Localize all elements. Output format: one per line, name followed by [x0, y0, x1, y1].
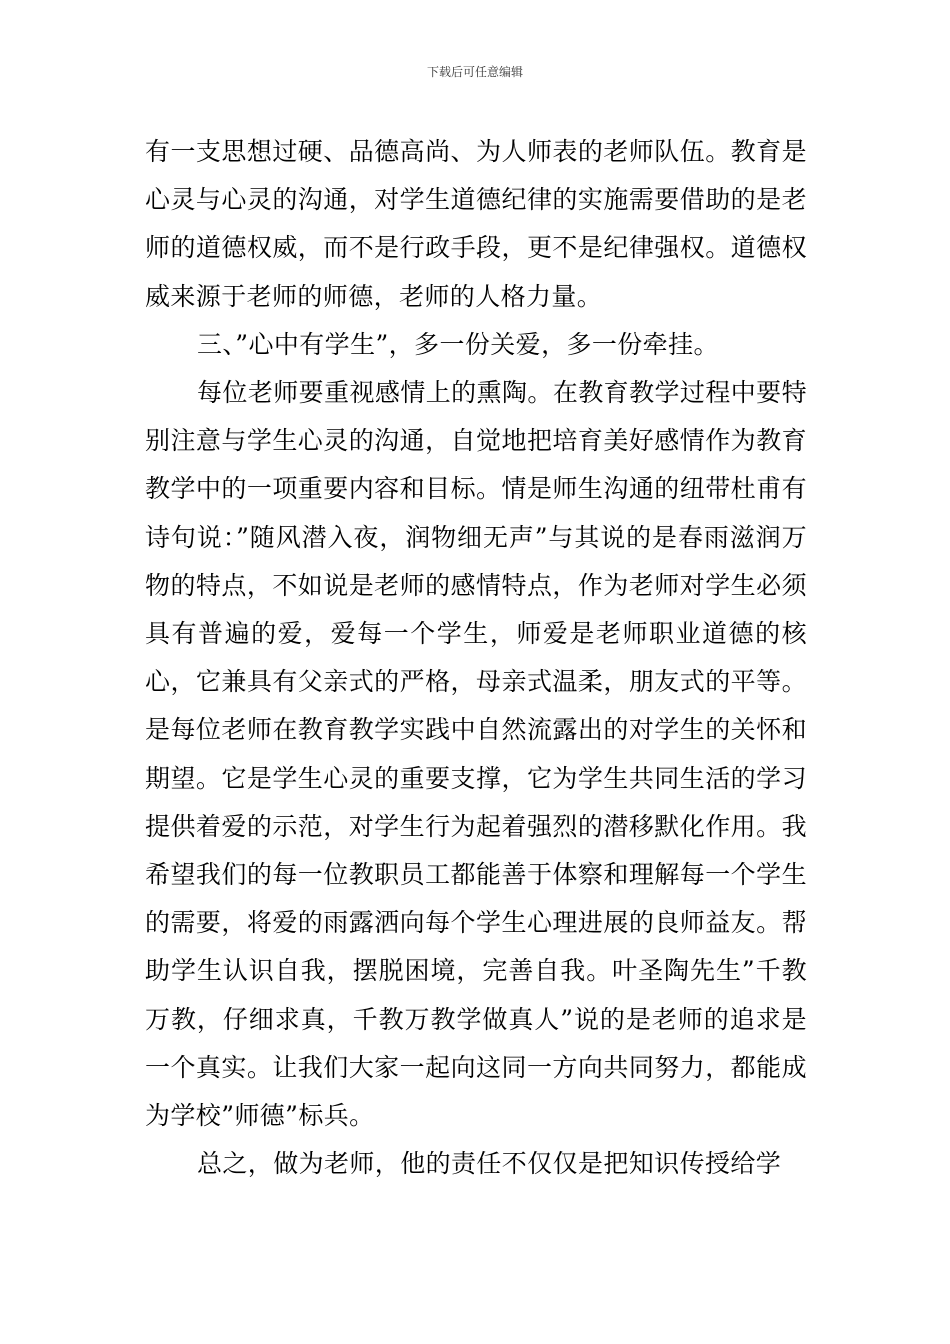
paragraph-1	[145, 128, 807, 321]
text-line: 总之，做为老师，他的责任不仅仅是把知识传授给学	[197, 1149, 782, 1179]
text-line: 朋友式的平等。是每位老师在教育教学实践中自然流露出	[145, 667, 807, 745]
text-line: 每位老师要重视感情上的熏陶。在教育教学过程中要	[197, 378, 782, 408]
text-line: 春雨滋润万物的特点，不如说是老师的感情特点，作为老	[145, 522, 807, 600]
text-line: 师对学生必须具有普遍的爱，爱每一个学生，师爱是老师	[145, 570, 807, 649]
text-line: 学做真人”说的是老师的追求是一个真实。让我们大家一	[145, 1004, 807, 1082]
text-line: 的对学生的关怀和期望。它是学生心灵的重要支撑，它为	[145, 715, 808, 793]
text-line: 起向这同一方向共同努力，都能成为学校”师德”标兵。	[145, 1052, 807, 1131]
paragraph-3	[145, 369, 807, 1140]
body-text	[145, 128, 807, 1188]
text-line: 于体察和理解每一个学生的需要，将爱的雨露洒向每个学	[145, 860, 807, 938]
text-line: 生心理进展的良师益友。帮助学生认识自我，摆脱困境，	[145, 908, 807, 986]
paragraph-2-heading	[145, 321, 807, 369]
text-line: 是心灵与心灵的沟通，对学生道德纪律的实施需要借助的	[145, 137, 807, 215]
text-line: 杜甫有诗句说：”随风潜入夜，润物细无声”与其说的是	[145, 474, 807, 552]
text-line: 是老师的道德权威，而不是行政手段，更不是纪律强权。	[145, 185, 807, 263]
text-line: 教育教学中的一项重要内容和目标。情是师生沟通的纽带	[145, 426, 807, 504]
text-line: 有一支思想过硬、品德高尚、为人师表的老师队伍。教育	[145, 137, 782, 166]
text-line: 特别注意与学生心灵的沟通，自觉地把培育美好感情作为	[145, 378, 807, 456]
text-line: 烈的潜移默化作用。我希望我们的每一位教职员工都能善	[145, 811, 807, 890]
text-line: 学生共同生活的学习提供着爱的示范，对学生行为起着强	[145, 763, 807, 841]
text-line: 道德权威来源于老师的师德，老师的人格力量。	[145, 233, 807, 311]
page-header: 下载后可任意编辑	[426, 65, 523, 79]
text-line: 三、”心中有学生”，多一份关爱，多一份牵挂。	[197, 329, 719, 359]
paragraph-4	[145, 1140, 807, 1188]
text-line: 完善自我。叶圣陶先生”千教万教，仔细求真，千教万教	[145, 956, 808, 1034]
text-line: 职业道德的核心，它兼具有父亲式的严格，母亲式温柔，	[145, 619, 807, 697]
